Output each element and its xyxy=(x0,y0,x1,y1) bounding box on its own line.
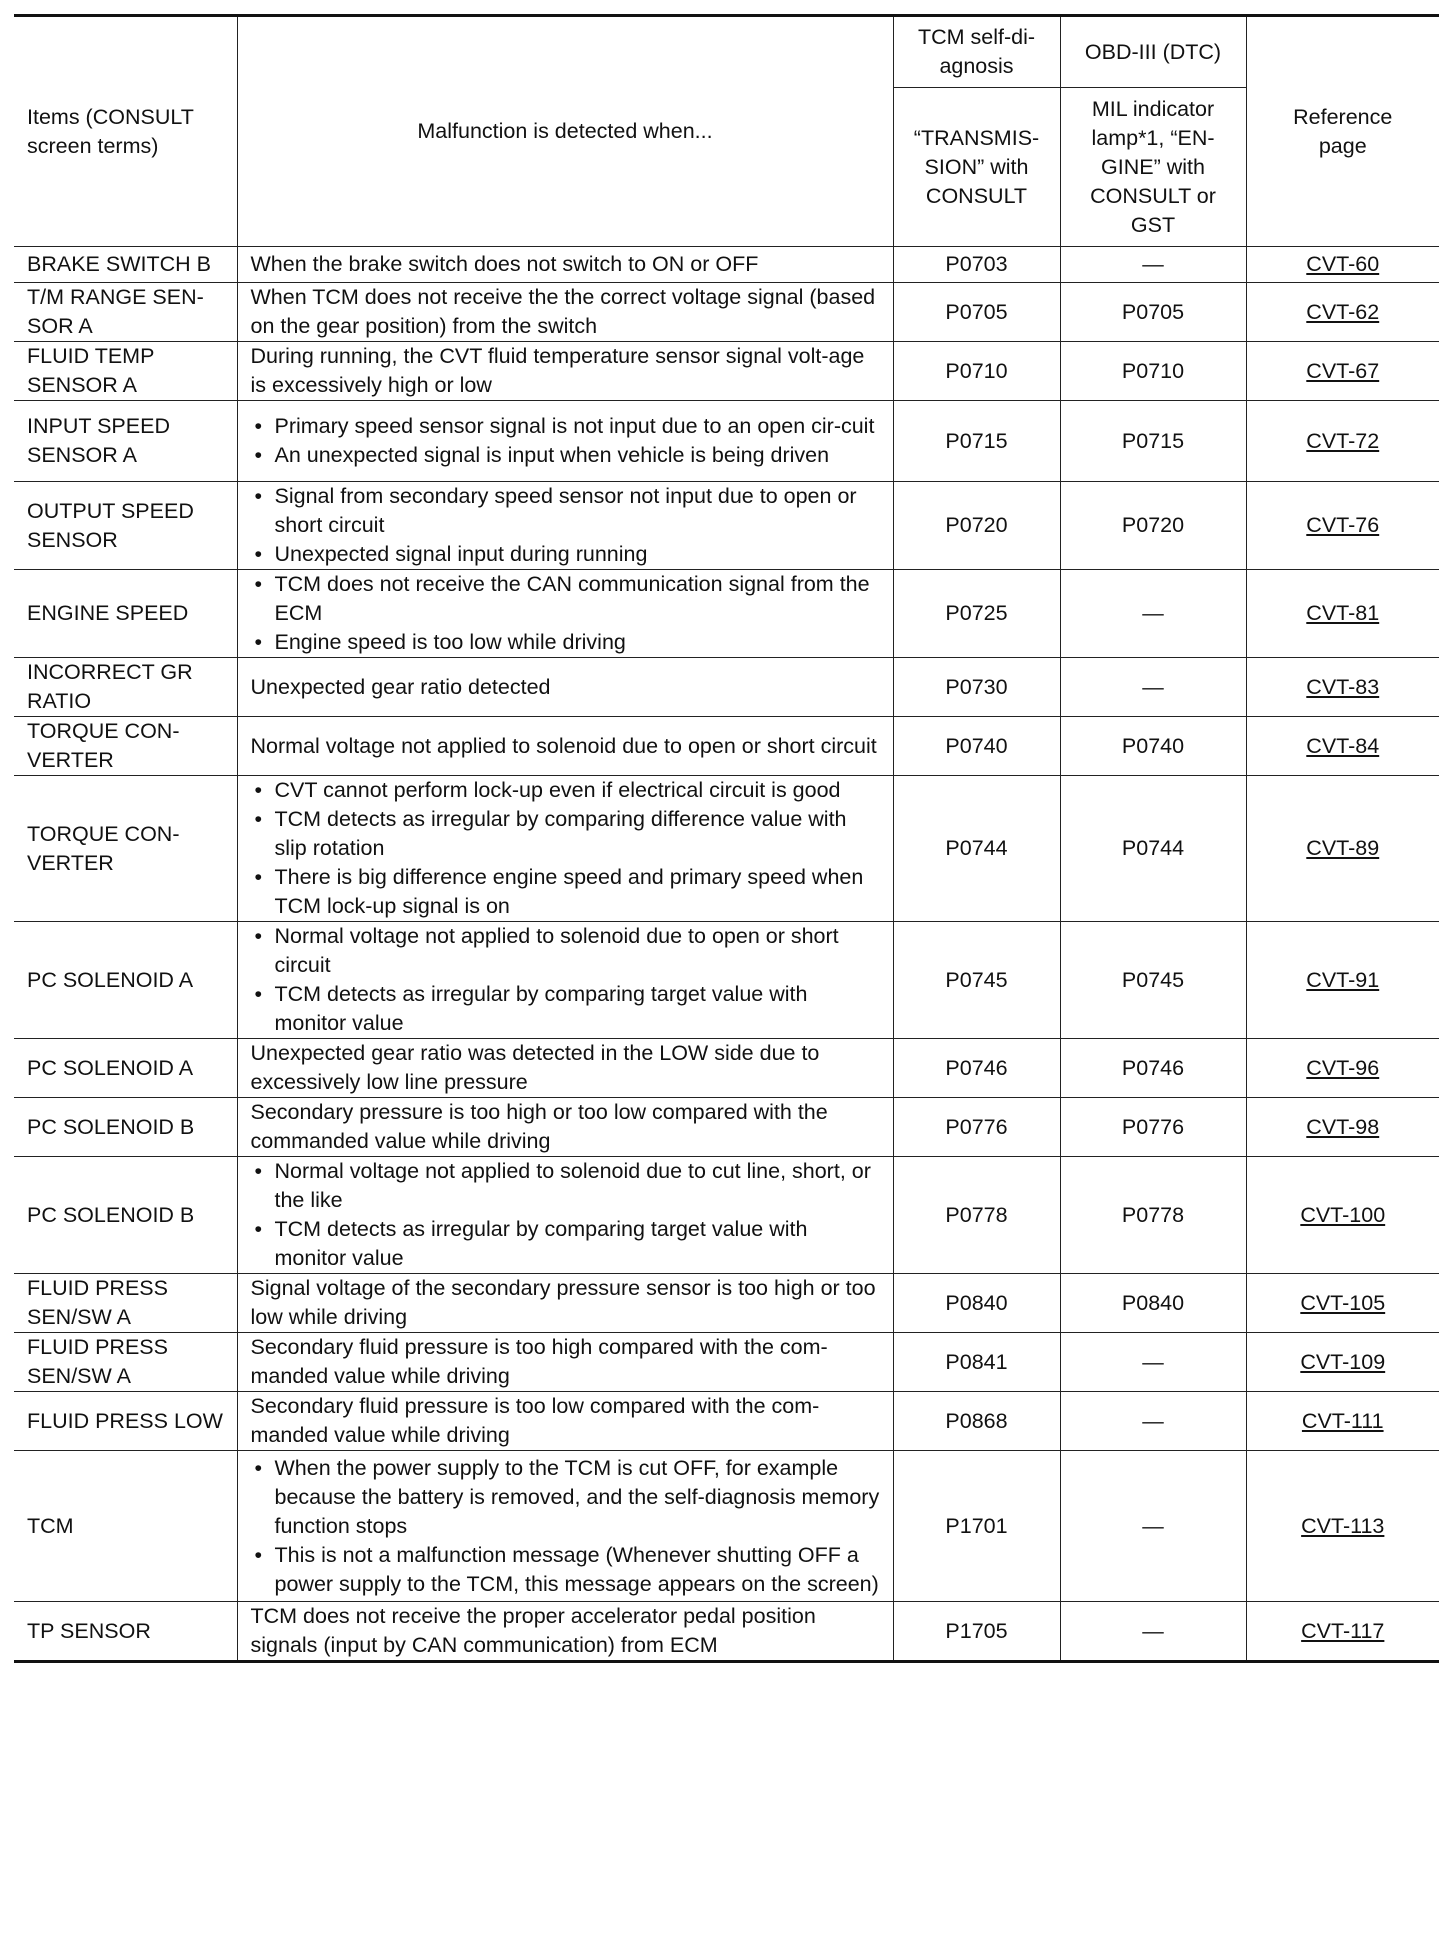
malfunction-condition: Unexpected gear ratio detected xyxy=(237,658,893,717)
condition-bullet: • TCM detects as irregular by comparing difference value with slip rotation xyxy=(251,805,885,863)
reference-cell xyxy=(1246,776,1439,922)
item-name: TCM xyxy=(14,1451,237,1602)
reference-link[interactable]: CVT-83 xyxy=(1306,674,1380,699)
table-row xyxy=(14,247,1439,283)
tcm-dtc-code: P0746 xyxy=(893,1039,1060,1098)
condition-bullet: • CVT cannot perform lock-up even if electrical circuit is good xyxy=(251,776,885,805)
reference-cell xyxy=(1246,1602,1439,1662)
obd-dtc-code: — xyxy=(1060,1451,1246,1602)
malfunction-condition xyxy=(237,1451,893,1602)
item-name: BRAKE SWITCH B xyxy=(14,247,237,283)
malfunction-condition: Normal voltage not applied to solenoid due to open or short circuit xyxy=(237,717,893,776)
item-name: PC SOLENOID B xyxy=(14,1157,237,1274)
table-header xyxy=(14,16,1439,247)
malfunction-condition xyxy=(237,570,893,658)
tcm-dtc-code: P0776 xyxy=(893,1098,1060,1157)
malfunction-condition: TCM does not receive the proper accelerator pedal position signals (input by CAN communication) from ECM xyxy=(237,1602,893,1662)
reference-link[interactable]: CVT-84 xyxy=(1306,733,1380,758)
malfunction-condition: When TCM does not receive the the correct voltage signal (based on the gear position) from the switch xyxy=(237,283,893,342)
reference-link[interactable]: CVT-67 xyxy=(1306,358,1380,383)
reference-cell xyxy=(1246,1451,1439,1602)
reference-cell xyxy=(1246,1098,1439,1157)
table-row xyxy=(14,922,1439,1039)
table-row xyxy=(14,1602,1439,1662)
table-row xyxy=(14,717,1439,776)
reference-cell xyxy=(1246,658,1439,717)
reference-link[interactable]: CVT-62 xyxy=(1306,299,1380,324)
reference-link[interactable]: CVT-100 xyxy=(1300,1202,1386,1227)
tcm-dtc-code: P0745 xyxy=(893,922,1060,1039)
tcm-dtc-code: P1705 xyxy=(893,1602,1060,1662)
item-name: OUTPUT SPEED SENSOR xyxy=(14,482,237,570)
reference-link[interactable]: CVT-72 xyxy=(1306,428,1380,453)
obd-dtc-code: — xyxy=(1060,1333,1246,1392)
table-row xyxy=(14,570,1439,658)
table-body xyxy=(14,247,1439,1662)
condition-bullet: • There is big difference engine speed and primary speed when TCM lock-up signal is on xyxy=(251,863,885,921)
item-name: FLUID PRESS SEN/SW A xyxy=(14,1274,237,1333)
header-tcm-self-diagnosis: TCM self-di-agnosis xyxy=(893,16,1060,88)
reference-link[interactable]: CVT-117 xyxy=(1301,1618,1385,1643)
reference-link[interactable]: CVT-111 xyxy=(1301,1408,1384,1433)
condition-bullet: • Signal from secondary speed sensor not input due to open or short circuit xyxy=(251,482,885,540)
obd-dtc-code: P0776 xyxy=(1060,1098,1246,1157)
item-name: TP SENSOR xyxy=(14,1602,237,1662)
obd-dtc-code: P0778 xyxy=(1060,1157,1246,1274)
tcm-dtc-code: P0715 xyxy=(893,401,1060,482)
table-row xyxy=(14,1451,1439,1602)
obd-dtc-code: — xyxy=(1060,1392,1246,1451)
tcm-dtc-code: P0840 xyxy=(893,1274,1060,1333)
table-row xyxy=(14,342,1439,401)
reference-cell xyxy=(1246,1157,1439,1274)
reference-cell xyxy=(1246,283,1439,342)
dtc-table-container xyxy=(14,14,1439,1663)
malfunction-condition xyxy=(237,1157,893,1274)
condition-list xyxy=(251,570,885,657)
malfunction-condition: When the brake switch does not switch to ON or OFF xyxy=(237,247,893,283)
table-row xyxy=(14,401,1439,482)
tcm-dtc-code: P0740 xyxy=(893,717,1060,776)
reference-cell xyxy=(1246,401,1439,482)
reference-link[interactable]: CVT-76 xyxy=(1306,513,1380,537)
reference-cell xyxy=(1246,922,1439,1039)
reference-link[interactable]: CVT-89 xyxy=(1306,836,1380,860)
obd-dtc-code: P0740 xyxy=(1060,717,1246,776)
condition-list xyxy=(251,1157,885,1273)
header-items: Items (CONSULT screen terms) xyxy=(14,16,237,247)
reference-cell xyxy=(1246,1392,1439,1451)
reference-link[interactable]: CVT-98 xyxy=(1306,1114,1380,1139)
reference-cell xyxy=(1246,482,1439,570)
condition-bullet: • When the power supply to the TCM is cut OFF, for example because the battery is removed, and the self-diagnosis memory function stops xyxy=(251,1454,885,1541)
header-reference-page: Reference page xyxy=(1246,16,1439,247)
obd-dtc-code: — xyxy=(1060,658,1246,717)
tcm-dtc-code: P0841 xyxy=(893,1333,1060,1392)
condition-list xyxy=(251,412,885,470)
reference-cell xyxy=(1246,717,1439,776)
malfunction-condition: Unexpected gear ratio was detected in the LOW side due to excessively low line pressure xyxy=(237,1039,893,1098)
table-row xyxy=(14,776,1439,922)
obd-dtc-code: P0705 xyxy=(1060,283,1246,342)
obd-dtc-code: — xyxy=(1060,570,1246,658)
item-name: ENGINE SPEED xyxy=(14,570,237,658)
item-name: TORQUE CON-VERTER xyxy=(14,717,237,776)
malfunction-condition xyxy=(237,482,893,570)
reference-cell xyxy=(1246,342,1439,401)
condition-bullet: • Normal voltage not applied to solenoid due to cut line, short, or the like xyxy=(251,1157,885,1215)
tcm-dtc-code: P0868 xyxy=(893,1392,1060,1451)
item-name: PC SOLENOID A xyxy=(14,922,237,1039)
item-name: TORQUE CON-VERTER xyxy=(14,776,237,922)
reference-cell xyxy=(1246,1274,1439,1333)
item-name: FLUID TEMP SENSOR A xyxy=(14,342,237,401)
reference-link[interactable]: CVT-96 xyxy=(1306,1055,1380,1080)
condition-bullet: • TCM detects as irregular by comparing target value with monitor value xyxy=(251,1215,885,1273)
condition-bullet: • Primary speed sensor signal is not input due to an open cir-cuit xyxy=(251,412,885,441)
condition-list xyxy=(251,482,885,569)
table-row xyxy=(14,658,1439,717)
condition-bullet: • Engine speed is too low while driving xyxy=(251,628,885,657)
obd-dtc-code: P0746 xyxy=(1060,1039,1246,1098)
item-name: PC SOLENOID B xyxy=(14,1098,237,1157)
condition-list xyxy=(251,776,885,921)
table-row xyxy=(14,1333,1439,1392)
malfunction-condition xyxy=(237,922,893,1039)
malfunction-condition: Secondary fluid pressure is too low compared with the com-manded value while driving xyxy=(237,1392,893,1451)
malfunction-condition: During running, the CVT fluid temperature sensor signal volt-age is excessively high or low xyxy=(237,342,893,401)
condition-list xyxy=(251,1454,885,1599)
obd-dtc-code: P0720 xyxy=(1060,482,1246,570)
reference-link[interactable]: CVT-109 xyxy=(1300,1349,1386,1374)
malfunction-condition xyxy=(237,401,893,482)
reference-link[interactable]: CVT-60 xyxy=(1306,252,1380,276)
reference-cell xyxy=(1246,247,1439,283)
table-row xyxy=(14,1392,1439,1451)
table-row xyxy=(14,283,1439,342)
item-name: FLUID PRESS SEN/SW A xyxy=(14,1333,237,1392)
table-row xyxy=(14,1274,1439,1333)
reference-cell xyxy=(1246,1333,1439,1392)
tcm-dtc-code: P0720 xyxy=(893,482,1060,570)
tcm-dtc-code: P0744 xyxy=(893,776,1060,922)
condition-list xyxy=(251,922,885,1038)
condition-bullet: • Normal voltage not applied to solenoid due to open or short circuit xyxy=(251,922,885,980)
item-name: FLUID PRESS LOW xyxy=(14,1392,237,1451)
header-malfunction: Malfunction is detected when... xyxy=(237,16,893,247)
obd-dtc-code: P0744 xyxy=(1060,776,1246,922)
reference-link[interactable]: CVT-105 xyxy=(1300,1290,1386,1315)
malfunction-condition: Secondary pressure is too high or too low compared with the commanded value while driving xyxy=(237,1098,893,1157)
table-row xyxy=(14,1039,1439,1098)
tcm-dtc-code: P0703 xyxy=(893,247,1060,283)
malfunction-condition: Signal voltage of the secondary pressure sensor is too high or too low while driving xyxy=(237,1274,893,1333)
condition-bullet: • An unexpected signal is input when vehicle is being driven xyxy=(251,441,885,470)
table-row xyxy=(14,1098,1439,1157)
reference-link[interactable]: CVT-113 xyxy=(1301,1513,1385,1538)
condition-bullet: • Unexpected signal input during running xyxy=(251,540,885,569)
malfunction-condition xyxy=(237,776,893,922)
tcm-dtc-code: P1701 xyxy=(893,1451,1060,1602)
table-row xyxy=(14,482,1439,570)
reference-link[interactable]: CVT-91 xyxy=(1306,967,1380,992)
obd-dtc-code: P0710 xyxy=(1060,342,1246,401)
reference-cell xyxy=(1246,570,1439,658)
item-name: INPUT SPEED SENSOR A xyxy=(14,401,237,482)
tcm-dtc-code: P0730 xyxy=(893,658,1060,717)
reference-link[interactable]: CVT-81 xyxy=(1306,601,1380,625)
header-tcm-consult: “TRANSMIS-SION” with CONSULT xyxy=(893,88,1060,247)
obd-dtc-code: P0745 xyxy=(1060,922,1246,1039)
tcm-dtc-code: P0710 xyxy=(893,342,1060,401)
malfunction-condition: Secondary fluid pressure is too high compared with the com-manded value while driving xyxy=(237,1333,893,1392)
table-row xyxy=(14,1157,1439,1274)
tcm-dtc-code: P0778 xyxy=(893,1157,1060,1274)
item-name: T/M RANGE SEN-SOR A xyxy=(14,283,237,342)
obd-dtc-code: — xyxy=(1060,1602,1246,1662)
item-name: PC SOLENOID A xyxy=(14,1039,237,1098)
header-obd-mil: MIL indicator lamp*1, “EN-GINE” with CONSULT or GST xyxy=(1060,88,1246,247)
dtc-table xyxy=(14,14,1439,1663)
header-obd: OBD-III (DTC) xyxy=(1060,16,1246,88)
tcm-dtc-code: P0725 xyxy=(893,570,1060,658)
obd-dtc-code: P0715 xyxy=(1060,401,1246,482)
condition-bullet: • TCM detects as irregular by comparing target value with monitor value xyxy=(251,980,885,1038)
obd-dtc-code: P0840 xyxy=(1060,1274,1246,1333)
condition-bullet: • This is not a malfunction message (Whenever shutting OFF a power supply to the TCM, this message appears on the screen) xyxy=(251,1541,885,1599)
condition-bullet: • TCM does not receive the CAN communication signal from the ECM xyxy=(251,570,885,628)
obd-dtc-code: — xyxy=(1060,247,1246,283)
reference-cell xyxy=(1246,1039,1439,1098)
item-name: INCORRECT GR RATIO xyxy=(14,658,237,717)
tcm-dtc-code: P0705 xyxy=(893,283,1060,342)
